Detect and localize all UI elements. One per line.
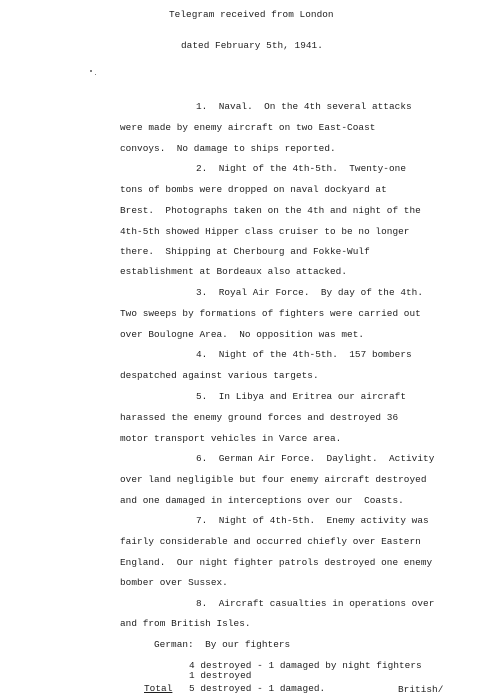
para-8-line: and from British Isles. xyxy=(120,618,251,629)
para-2-line: 2. Night of the 4th-5th. Twenty-one xyxy=(196,163,407,174)
para-7-line: 7. Night of 4th-5th. Enemy activity was xyxy=(196,515,429,526)
para-8-line: 8. Aircraft casualties in operations over xyxy=(196,598,435,609)
para-4-line: 4. Night of the 4th-5th. 157 bombers xyxy=(196,349,412,360)
para-5-line: motor transport vehicles in Varce area. xyxy=(120,433,342,444)
para-6-line: over land negligible but four enemy aircraft destroyed xyxy=(120,474,427,485)
para-2-line: 4th-5th showed Hipper class cruiser to be no longer xyxy=(120,226,410,237)
para-2-line: establishment at Bordeaux also attacked. xyxy=(120,266,348,277)
header-date: dated February 5th, 1941. xyxy=(181,40,323,51)
para-7-line: bomber over Sussex. xyxy=(120,577,228,588)
casualty-row: 4 destroyed - 1 damaged by night fighters xyxy=(189,660,422,671)
para-2-line: tons of bombs were dropped on naval dockyard at xyxy=(120,184,387,195)
para-7-line: fairly considerable and occurred chiefly over Eastern xyxy=(120,536,421,547)
para-7-line: England. Our night fighter patrols destroyed one enemy xyxy=(120,557,433,568)
para-2-line: Brest. Photographs taken on the 4th and night of the xyxy=(120,205,421,216)
header-title: Telegram received from London xyxy=(169,9,334,20)
para-3-line: Two sweeps by formations of fighters were carried out xyxy=(120,308,421,319)
total-label: Total xyxy=(144,683,173,694)
german-heading: German: By our fighters xyxy=(154,639,291,650)
para-6-line: and one damaged in interceptions over our Coasts. xyxy=(120,495,404,506)
para-1-line: convoys. No damage to ships reported. xyxy=(120,143,336,154)
total-value: 5 destroyed - 1 damaged. xyxy=(189,683,326,694)
margin-punch-mark xyxy=(95,74,96,75)
para-5-line: harassed the enemy ground forces and destroyed 36 xyxy=(120,412,399,423)
para-2-line: there. Shipping at Cherbourg and Fokke-Wulf xyxy=(120,246,370,257)
para-6-line: 6. German Air Force. Daylight. Activity xyxy=(196,453,435,464)
para-5-line: 5. In Libya and Eritrea our aircraft xyxy=(196,391,407,402)
casualty-row: 1 destroyed xyxy=(189,670,252,681)
para-3-line: 3. Royal Air Force. By day of the 4th. xyxy=(196,287,424,298)
catchword: British/ xyxy=(398,684,444,695)
para-1-line: 1. Naval. On the 4th several attacks xyxy=(196,101,412,112)
margin-punch-mark xyxy=(90,70,92,72)
para-4-line: despatched against various targets. xyxy=(120,370,319,381)
para-1-line: were made by enemy aircraft on two East-Coast xyxy=(120,122,376,133)
para-3-line: over Boulogne Area. No opposition was met. xyxy=(120,329,365,340)
